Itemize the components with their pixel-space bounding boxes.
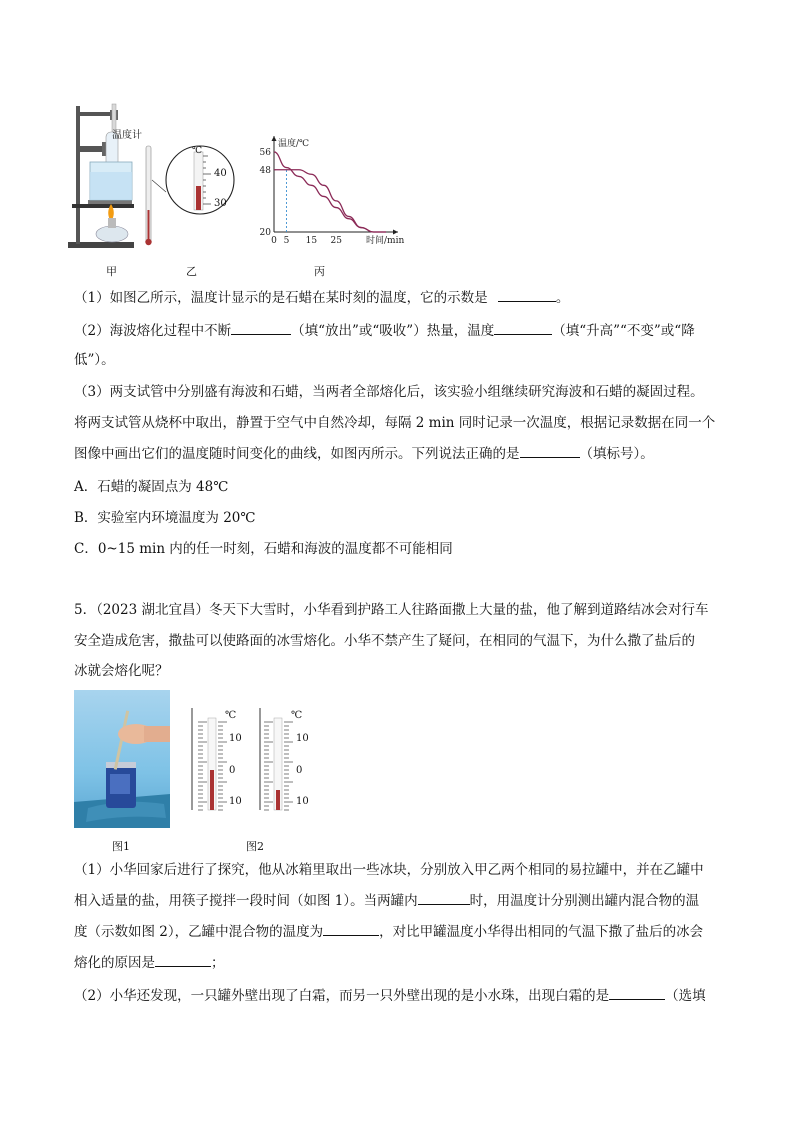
y-axis-arrow bbox=[272, 136, 277, 141]
q5-sub1-line4: 熔化的原因是 ； bbox=[74, 952, 225, 973]
caption-bing: 丙 bbox=[314, 265, 325, 278]
q5-intro-line1: 5．（2023 湖北宜昌）冬天下大雪时，小华看到护路工人往路面撒上大量的盐，他了解到道路结冰会对行车 bbox=[74, 602, 709, 618]
thermo-jia-tick-mid: 0 bbox=[229, 765, 236, 776]
can-illustration bbox=[74, 690, 170, 828]
x-tick-label: 0 bbox=[271, 236, 277, 246]
q4-option-b: B．实验室内环境温度为 20℃ bbox=[74, 510, 256, 526]
thermometer-yi bbox=[260, 708, 282, 810]
q5-intro-line3: 冰就会熔化呢？ bbox=[74, 663, 169, 679]
thermo-yi-tick-mid: 0 bbox=[296, 765, 303, 776]
y-axis-label: 温度/℃ bbox=[278, 139, 310, 149]
thermometer-label: 温度计 bbox=[112, 130, 142, 141]
zoom-tick-40: 40 bbox=[214, 168, 227, 179]
y-tick-label: 56 bbox=[259, 148, 271, 158]
y-tick-label: 20 bbox=[259, 228, 271, 238]
x-axis-label: 时间/min bbox=[366, 236, 405, 246]
thermometer-figure bbox=[140, 140, 240, 250]
y-tick-label: 48 bbox=[259, 165, 271, 176]
q4-option-a: A．石蜡的凝固点为 48℃ bbox=[74, 479, 229, 495]
zoom-tick-30: 30 bbox=[214, 198, 227, 209]
answer-blank[interactable] bbox=[231, 320, 291, 335]
q4-sub3-line2: 将两支试管从烧杯中取出，静置于空气中自然冷却，每隔 2 min 同时记录一次温度，根据记录数据在同一个 bbox=[74, 415, 716, 431]
q4-sub1: （1）如图乙所示，温度计显示的是石蜡在某时刻的温度，它的示数是 。 bbox=[74, 287, 569, 308]
thermo-yi-tick-top: 10 bbox=[296, 733, 309, 744]
thermometer-jia bbox=[192, 708, 216, 810]
q5-sub2-line1: （2）小华还发现，一只罐外壁出现了白霜，而另一只外壁出现的是小水珠，出现白霜的是 （选填 bbox=[74, 985, 706, 1006]
answer-blank[interactable] bbox=[520, 443, 580, 458]
caption-yi: 乙 bbox=[186, 265, 197, 278]
q5-sub1-line3: 度（示数如图 2），乙罐中混合物的温度为 ，对比甲罐温度小华得出相同的气温下撒了盐后的冰会 bbox=[74, 921, 703, 942]
q5-intro-line2: 安全造成危害，撒盐可以使路面的冰雪熔化。小华不禁产生了疑问，在相同的气温下，为什么撒了盐后的 bbox=[74, 633, 695, 649]
q5-sub1-line2: 相入适量的盐，用筷子搅拌一段时间（如图 1）。当两罐内 时，用温度计分别测出罐内混合物的温 bbox=[74, 890, 699, 911]
q5-sub1-line1: （1）小华回家后进行了探究，他从冰箱里取出一些冰块，分别放入甲乙两个相同的易拉罐中，并在乙罐中 bbox=[74, 862, 704, 878]
x-axis-arrow bbox=[393, 230, 398, 235]
x-tick-label: 25 bbox=[330, 236, 342, 246]
zoom-unit: ℃ bbox=[192, 146, 203, 156]
thermo-yi-tick-bot: 10 bbox=[296, 796, 309, 807]
answer-blank[interactable] bbox=[418, 890, 470, 905]
x-tick-label: 15 bbox=[305, 236, 318, 246]
caption-fig1: 图1 bbox=[112, 840, 130, 853]
answer-blank[interactable] bbox=[498, 287, 556, 302]
caption-jia: 甲 bbox=[106, 265, 117, 278]
q4-sub3-line1: （3）两支试管中分别盛有海波和石蜡，当两者全部熔化后，该实验小组继续研究海波和石蜡的凝固过程。 bbox=[74, 384, 704, 400]
cooling-curve-chart bbox=[252, 128, 408, 248]
thermo-jia-tick-bot: 10 bbox=[229, 796, 242, 807]
x-tick-label: 5 bbox=[283, 236, 290, 246]
q4-sub2-cont: 低”）。 bbox=[74, 352, 115, 368]
q4-option-c: C．0~15 min 内的任一时刻，石蜡和海波的温度都不可能相同 bbox=[74, 541, 453, 557]
caption-fig2: 图2 bbox=[246, 840, 264, 853]
q4-sub2: （2）海波熔化过程中不断 （填“放出”或“吸收”）热量，温度 （填“升高”“不变”或“降 bbox=[74, 320, 695, 341]
thermo-jia-tick-top: 10 bbox=[229, 733, 242, 744]
answer-blank[interactable] bbox=[155, 952, 211, 967]
answer-blank[interactable] bbox=[323, 921, 379, 936]
thermo-yi-unit: ℃ bbox=[291, 710, 303, 721]
answer-blank[interactable] bbox=[494, 320, 552, 335]
q4-sub3-line3: 图像中画出它们的温度随时间变化的曲线，如图丙所示。下列说法正确的是 （填标号）。 bbox=[74, 443, 654, 464]
stirring-photo bbox=[74, 690, 170, 828]
thermo-jia-unit: ℃ bbox=[225, 710, 237, 721]
answer-blank[interactable] bbox=[609, 985, 665, 1000]
